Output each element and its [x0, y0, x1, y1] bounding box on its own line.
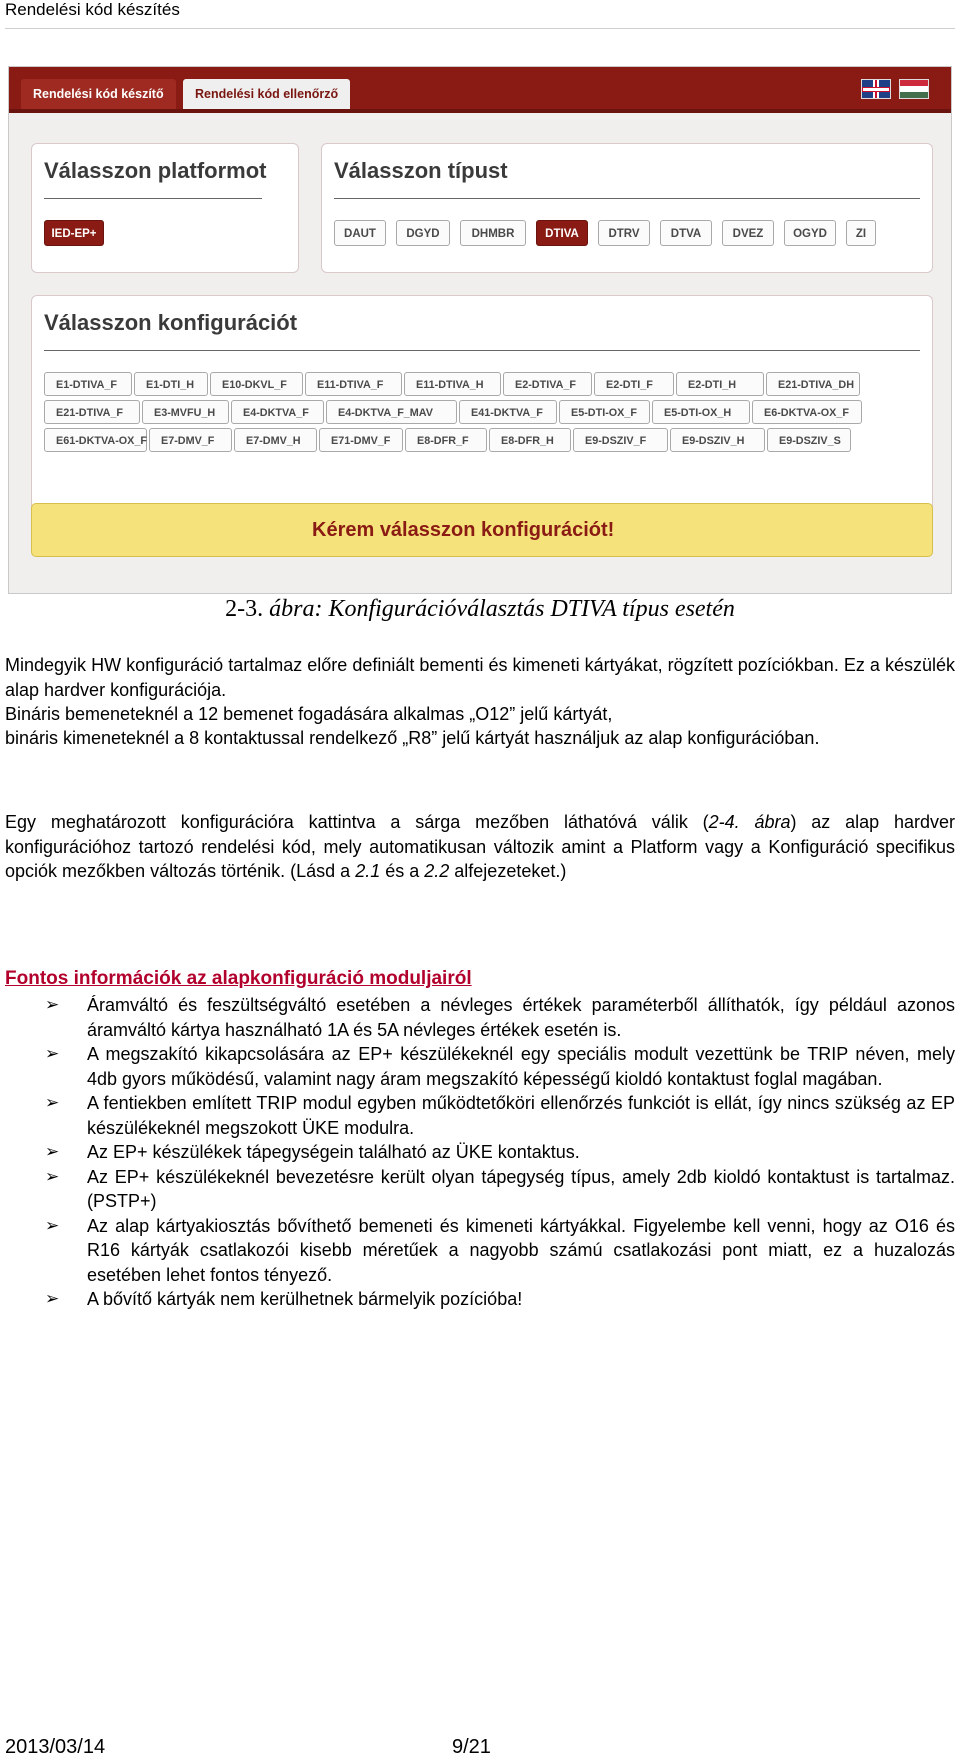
config-button-e61-dktva-ox-f[interactable]: E61-DKTVA-OX_F [44, 428, 147, 452]
uk-flag-icon[interactable] [861, 79, 891, 99]
bullet-item [5, 1091, 955, 1140]
paragraph-3 [5, 810, 955, 884]
config-button-e7-dmv-f[interactable]: E7-DMV_F [149, 428, 232, 452]
config-button-e6-dktva-ox-f[interactable]: E6-DKTVA-OX_F [752, 400, 862, 424]
tab-order-code-checker[interactable]: Rendelési kód ellenőrző [183, 79, 350, 109]
paragraph-1: Mindegyik HW konfiguráció tartalmaz előre definiált bementi és kimeneti kártyákat, rögzített pozíciókban. Ez a készülék alap hardver konfigurációja. [5, 655, 955, 700]
config-button-e1-dti-h[interactable]: E1-DTI_H [134, 372, 208, 396]
type-button-zi[interactable]: ZI [846, 220, 876, 246]
paragraph-2-line-1: Bináris bemeneteknél a 12 bemenet fogadására alkalmas „O12” jelű kártyát, [5, 704, 613, 724]
arrow-bullet-icon: ➢ [45, 1044, 60, 1063]
config-button-e41-dktva-f[interactable]: E41-DKTVA_F [459, 400, 557, 424]
config-button-e11-dtiva-f[interactable]: E11-DTIVA_F [305, 372, 402, 396]
caption-label: ábra [269, 596, 315, 622]
footer-page-number: 9/21 [452, 1736, 491, 1758]
arrow-bullet-icon: ➢ [45, 1093, 60, 1112]
bullet-text: Az EP+ készülékeknél bevezetésre került olyan tápegység típus, amely 2db kioldó kontaktust is tartalmaz. (PSTP+) [87, 1166, 955, 1211]
arrow-bullet-icon: ➢ [45, 1215, 60, 1235]
config-button-e9-dsziv-h[interactable]: E9-DSZIV_H [670, 428, 765, 452]
type-button-dtva[interactable]: DTVA [660, 220, 712, 246]
paragraph-2-line-2: bináris kimeneteknél a 8 kontaktussal rendelkező „R8” jelű kártyát használjuk az alap konfigurációban. [5, 728, 820, 748]
config-button-e5-dti-ox-f[interactable]: E5-DTI-OX_F [559, 400, 650, 424]
config-button-e71-dmv-f[interactable]: E71-DMV_F [319, 428, 403, 452]
bullet-item [5, 1165, 955, 1214]
caption-number: 2-3. [225, 596, 270, 622]
config-button-e2-dti-h[interactable]: E2-DTI_H [676, 372, 764, 396]
type-button-dtrv[interactable]: DTRV [598, 220, 650, 246]
bullet-text: A megszakító kikapcsolására az EP+ készülékeknél egy speciális modult vezettünk be TRIP néven, mely 4db gyors működésű, valamint nagy áram megszakító képességű kioldó kontaktust foglal magában. [87, 1044, 955, 1089]
tab-bar [9, 67, 951, 113]
paragraph-3-text-b: ) az alap hardver konfigurációhoz tartozó rendelési kód, mely automatikusan változik amint a Platform vagy a Konfiguráció specifikus opciók mezőkben változás történik. (Lásd a [5, 812, 955, 881]
section-reference-2-1[interactable]: 2.1 [355, 861, 381, 881]
selection-prompt-banner: Kérem válasszon konfigurációt! [31, 503, 933, 557]
type-button-daut[interactable]: DAUT [334, 220, 386, 246]
config-button-e2-dtiva-f[interactable]: E2-DTIVA_F [503, 372, 592, 396]
bullet-item [5, 1042, 955, 1091]
type-button-dgyd[interactable]: DGYD [396, 220, 450, 246]
config-button-e4-dktva-f[interactable]: E4-DKTVA_F [231, 400, 324, 424]
bullet-item [5, 1140, 955, 1165]
figure-caption [0, 596, 960, 623]
arrow-bullet-icon: ➢ [45, 1142, 60, 1161]
config-button-e21-dtiva-f[interactable]: E21-DTIVA_F [44, 400, 140, 424]
type-button-dvez[interactable]: DVEZ [722, 220, 774, 246]
config-button-e9-dsziv-f[interactable]: E9-DSZIV_F [573, 428, 668, 452]
tab-order-code-builder[interactable]: Rendelési kód készítő [21, 79, 176, 109]
config-button-e5-dti-ox-h[interactable]: E5-DTI-OX_H [652, 400, 750, 424]
bullet-text: Áramváltó és feszültségváltó esetében a névleges értékek paraméterből állíthatók, így például azonos áramváltó kártya használható 1A és 5A névleges értékek esetén is. [87, 995, 955, 1040]
config-button-e2-dti-f[interactable]: E2-DTI_F [594, 372, 674, 396]
type-button-dtiva[interactable]: DTIVA [536, 220, 588, 246]
section-title: Fontos információk az alapkonfiguráció moduljairól [5, 968, 472, 989]
bullet-text: Az EP+ készülékek tápegységein található az ÜKE kontaktus. [87, 1142, 580, 1162]
bullet-list [5, 993, 955, 1312]
paragraph-3-text-d: alfejezeteket.) [449, 861, 567, 881]
bullet-text: A bővítő kártyák nem kerülhetnek bármelyik pozícióba! [87, 1289, 523, 1309]
config-button-e8-dfr-f[interactable]: E8-DFR_F [405, 428, 487, 452]
header-divider [5, 28, 955, 29]
config-button-e21-dtiva-dh[interactable]: E21-DTIVA_DH [766, 372, 860, 396]
config-button-e4-dktva-f-mav[interactable]: E4-DKTVA_F_MAV [326, 400, 457, 424]
config-button-e11-dtiva-h[interactable]: E11-DTIVA_H [404, 372, 501, 396]
platform-panel-title: Válasszon platformot [44, 158, 267, 183]
paragraph-3-text-c: és a [380, 861, 425, 881]
platform-panel [31, 143, 299, 273]
panel-divider [334, 198, 920, 199]
bullet-text: Az alap kártyakiosztás bővíthető bemeneti és kimeneti kártyákkal. Figyelembe kell venni, hogy az O16 és R16 kártyák csatlakozói kisebb méretűek a nagyobb számú csatlakozási pont miatt, ez a huzalozás esetében lehet fontos tényező. [87, 1215, 955, 1285]
config-button-e8-dfr-h[interactable]: E8-DFR_H [489, 428, 571, 452]
type-panel [321, 143, 933, 273]
bullet-item [5, 1287, 955, 1312]
arrow-bullet-icon: ➢ [45, 1289, 60, 1308]
arrow-bullet-icon: ➢ [45, 1166, 60, 1186]
figure-screenshot [8, 66, 952, 594]
footer-date: 2013/03/14 [5, 1736, 106, 1758]
bullet-item [5, 1214, 955, 1288]
panel-divider [44, 198, 262, 199]
config-button-e3-mvfu-h[interactable]: E3-MVFU_H [142, 400, 229, 424]
config-button-e7-dmv-h[interactable]: E7-DMV_H [234, 428, 317, 452]
bullet-text: A fentiekben említett TRIP modul egyben működtetőköri ellenőrzés funkciót is ellát, így nincs szükség az EP készülékeknél megszokott ÜKE modulra. [87, 1093, 955, 1138]
page-header: Rendelési kód készítés [5, 0, 180, 19]
panel-divider [44, 350, 920, 351]
config-panel-title: Válasszon konfigurációt [44, 310, 298, 335]
type-button-dhmbr[interactable]: DHMBR [460, 220, 526, 246]
figure-reference[interactable]: 2-4. ábra [708, 812, 791, 832]
config-button-e10-dkvl-f[interactable]: E10-DKVL_F [210, 372, 303, 396]
type-button-ogyd[interactable]: OGYD [784, 220, 836, 246]
paragraph-3-text-a: Egy meghatározott konfigurációra kattintva a sárga mezőben láthatóvá válik ( [5, 812, 709, 832]
bullet-item [5, 993, 955, 1042]
section-reference-2-2[interactable]: 2.2 [424, 861, 450, 881]
caption-text: : Konfigurációválasztás DTIVA típus esetén [314, 596, 735, 622]
config-panel [31, 295, 933, 527]
config-button-e9-dsziv-s[interactable]: E9-DSZIV_S [767, 428, 851, 452]
platform-button-ied-ep[interactable]: IED-EP+ [44, 220, 104, 246]
hungary-flag-icon[interactable] [899, 79, 929, 99]
config-button-e1-dtiva-f[interactable]: E1-DTIVA_F [44, 372, 132, 396]
type-panel-title: Válasszon típust [334, 158, 508, 183]
arrow-bullet-icon: ➢ [45, 995, 60, 1014]
